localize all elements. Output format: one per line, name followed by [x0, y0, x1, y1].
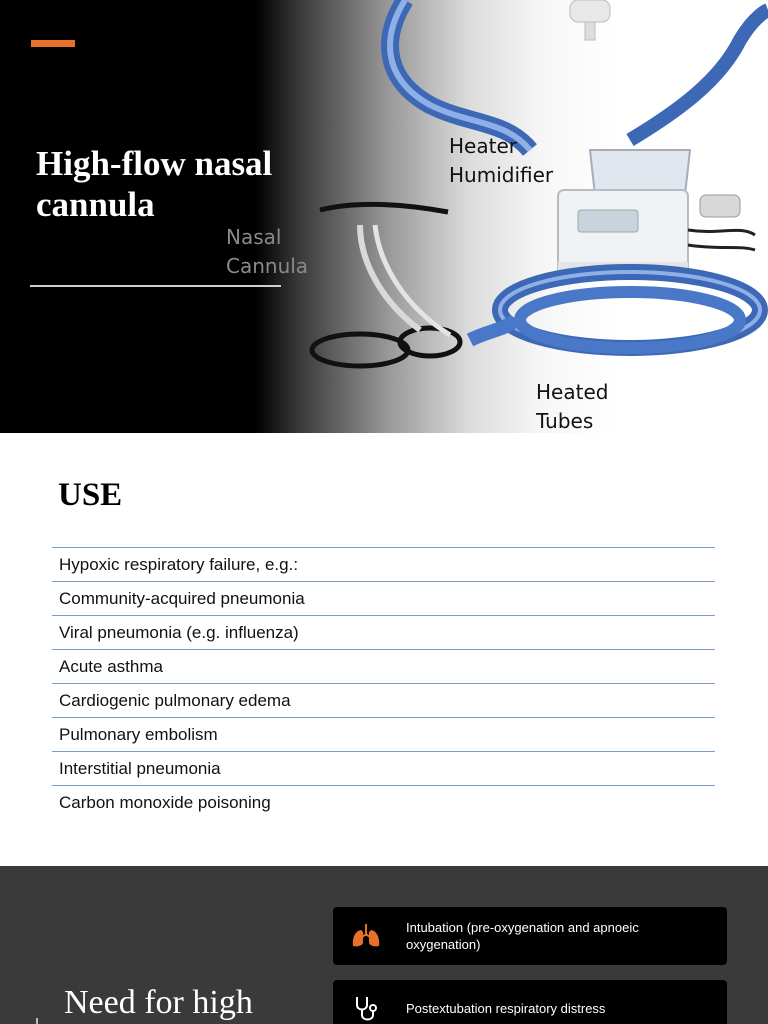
title-divider — [30, 285, 281, 287]
accent-bar — [31, 40, 75, 47]
table-row: Viral pneumonia (e.g. influenza) — [52, 615, 715, 649]
use-heading: USE — [58, 477, 123, 513]
slide3-divider — [36, 1018, 38, 1024]
table-row: Interstitial pneumonia — [52, 751, 715, 785]
indication-card — [333, 980, 727, 1024]
heater-humidifier-label — [449, 132, 569, 190]
stethoscope-icon — [351, 995, 381, 1023]
table-row: Acute asthma — [52, 649, 715, 683]
table-row: Cardiogenic pulmonary edema — [52, 683, 715, 717]
table-row: Carbon monoxide poisoning — [52, 785, 715, 819]
heated-tubes-label — [536, 378, 616, 433]
heater-humidifier-label-text: Heater Humidifier — [449, 134, 554, 187]
indication-text: Intubation (pre-oxygenation and apnoeic oxygenation) — [406, 920, 639, 952]
title-slide — [0, 0, 768, 433]
table-row: Pulmonary embolism — [52, 717, 715, 751]
nasal-cannula-label-text: Nasal Cannula — [226, 225, 309, 278]
use-table — [52, 547, 715, 819]
use-slide — [0, 433, 768, 866]
indication-text: Postextubation respiratory distress — [406, 1001, 606, 1016]
heated-tubes-label-text: Heated Tubes — [536, 380, 609, 433]
lungs-icon — [351, 922, 381, 950]
need-slide — [0, 866, 768, 1024]
table-row: Community-acquired pneumonia — [52, 581, 715, 615]
table-row: Hypoxic respiratory failure, e.g.: — [52, 547, 715, 581]
nasal-cannula-label — [226, 223, 309, 281]
slide-title: High-flow nasal cannula — [36, 144, 273, 224]
indication-card — [333, 907, 727, 965]
slide3-title: Need for high — [64, 984, 253, 1021]
hfnc-device-photo — [300, 0, 768, 433]
